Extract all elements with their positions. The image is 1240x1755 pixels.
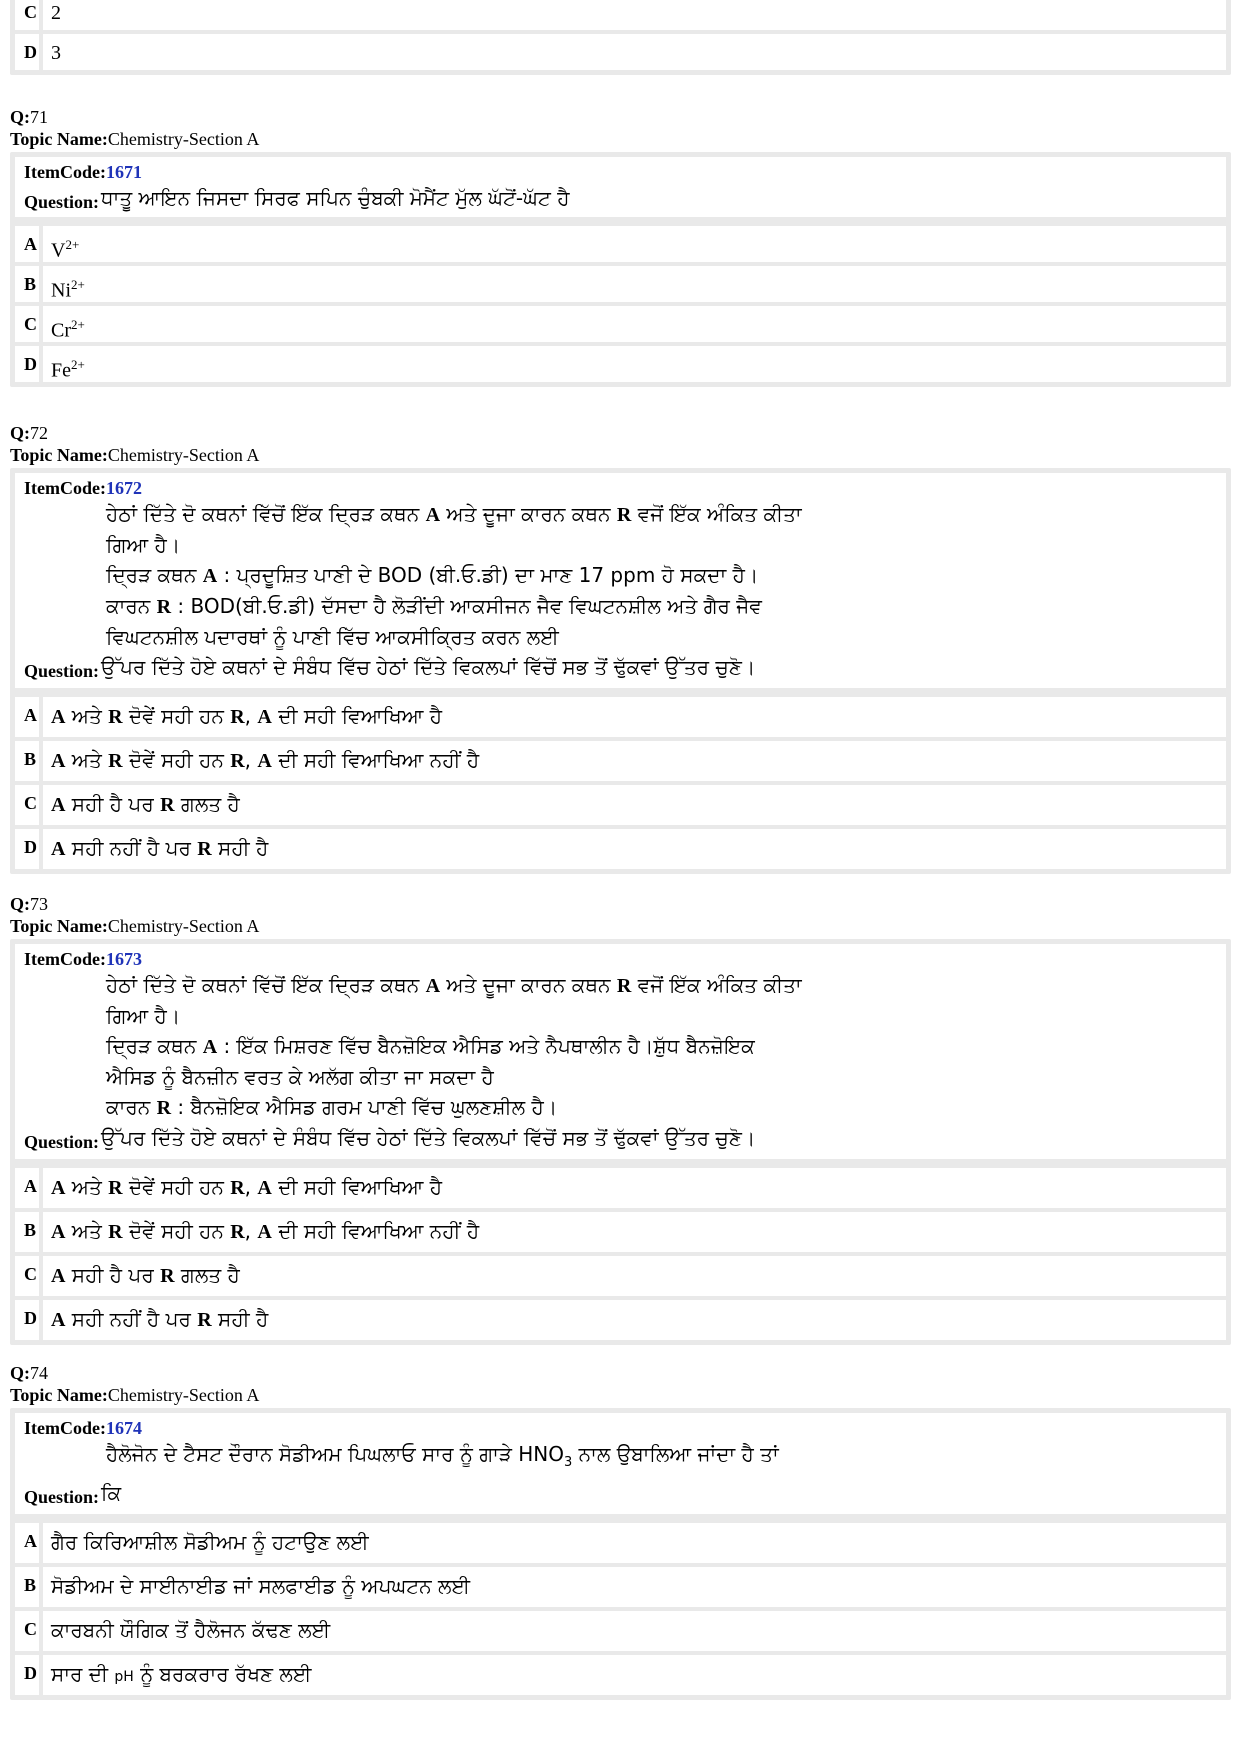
option-row[interactable] xyxy=(15,1563,1226,1607)
item-code: ItemCode:1672 xyxy=(24,478,142,498)
option-text: A ਸਹੀ ਨਹੀਂ ਹੈ ਪਰ R ਸਹੀ ਹੈ xyxy=(51,836,269,860)
option-text: $Ni^{2+}$ xyxy=(51,277,85,302)
option-row[interactable] xyxy=(15,30,1226,70)
option-row[interactable] xyxy=(15,737,1226,781)
option-letter: D xyxy=(15,1655,43,1695)
topic-name: Topic Name:Chemistry-Section A xyxy=(10,1385,260,1405)
option-text: A ਸਹੀ ਨਹੀਂ ਹੈ ਪਰ R ਸਹੀ ਹੈ xyxy=(51,1307,269,1331)
option-letter: B xyxy=(15,741,43,781)
option-row[interactable] xyxy=(15,1164,1226,1208)
option-text: A ਅਤੇ R ਦੋਵੇਂ ਸਹੀ ਹਨ R, A ਦੀ ਸਹੀ ਵਿਆਖਿਆ ਹੈ xyxy=(51,704,443,728)
option-text: ਕਾਰਬਨੀ ਯੌਗਿਕ ਤੋਂ ਹੈਲੋਜਨ ਕੱਢਣ ਲਈ xyxy=(51,1618,331,1642)
option-letter: D xyxy=(15,829,43,869)
option-letter: D xyxy=(15,1300,43,1340)
option-row[interactable] xyxy=(15,1651,1226,1695)
option-text: A ਅਤੇ R ਦੋਵੇਂ ਸਹੀ ਹਨ R, A ਦੀ ਸਹੀ ਵਿਆਖਿਆ ਹੈ xyxy=(51,1175,443,1199)
question-number: Q:72 xyxy=(10,423,48,443)
option-letter: C xyxy=(15,1611,43,1651)
question-header: ItemCode:1673 ਹੇਠਾਂ ਦਿੱਤੇ ਦੋ ਕਥਨਾਂ ਵਿੱਚੋਂ ਇੱਕ ਦ੍ਰਿੜ ਕਥਨ A ਅਤੇ ਦੂਜਾ ਕਾਰਨ ਕਥਨ R ਵਜੋਂ ਇੱਕ ਅੰਕਿਤ ਕੀਤਾ ਗਿਆ ਹੈ। ਦ੍ਰਿੜ ਕਥਨ A : ਇੱਕ ਮਿਸ਼ਰਣ ਵਿੱਚ ਬੈਨਜ਼ੋਇਕ ਐਸਿਡ ਅਤੇ ਨੈਪਥਾਲੀਨ ਹੈ।ਸ਼ੁੱਧ ਬੈਨਜ਼ੋਇਕ ਐਸਿਡ ਨੂੰ ਬੈਨਜ਼ੀਨ ਵਰਤ ਕੇ ਅਲੱਗ ਕੀਤਾ ਜਾ ਸਕਦਾ ਹੈ ਕਾਰਨ R : ਬੈਨਜ਼ੋਇਕ ਐਸਿਡ ਗਰਮ ਪਾਣੀ ਵਿੱਚ ਘੁਲਣਸ਼ੀਲ ਹੈ। Question: ਉੱਪਰ ਦਿੱਤੇ ਹੋਏ ਕਥਨਾਂ ਦੇ ਸੰਬੰਧ ਵਿੱਚ ਹੇਠਾਂ ਦਿੱਤੇ ਵਿਕਲਪਾਂ ਵਿੱਚੋਂ ਸਭ ਤੋਂ ਢੁੱਕਵਾਂ ਉੱਤਰ ਚੁਣੋ। xyxy=(15,944,1226,1164)
topic-name: Topic Name:Chemistry-Section A xyxy=(10,445,260,465)
prev-question-options xyxy=(10,0,1231,75)
option-text: $Cr^{2+}$ xyxy=(51,317,85,342)
option-row[interactable] xyxy=(15,1296,1226,1340)
option-text: 2 xyxy=(51,2,61,24)
option-text: 3 xyxy=(51,42,61,64)
option-letter: B xyxy=(15,1212,43,1252)
option-text: A ਅਤੇ R ਦੋਵੇਂ ਸਹੀ ਹਨ R, A ਦੀ ਸਹੀ ਵਿਆਖਿਆ ਨਹੀਂ ਹੈ xyxy=(51,748,480,772)
option-letter: C xyxy=(15,0,43,30)
item-code: ItemCode:1674 xyxy=(24,1418,142,1438)
option-row[interactable] xyxy=(15,781,1226,825)
option-text: ਸੋਡੀਅਮ ਦੇ ਸਾਈਨਾਈਡ ਜਾਂ ਸਲਫਾਈਡ ਨੂੰ ਅਪਘਟਨ ਲਈ xyxy=(51,1574,471,1598)
option-row[interactable] xyxy=(15,342,1226,382)
question-number: Q:74 xyxy=(10,1363,48,1383)
option-row[interactable] xyxy=(15,222,1226,262)
question-text: ਹੇਠਾਂ ਦਿੱਤੇ ਦੋ ਕਥਨਾਂ ਵਿੱਚੋਂ ਇੱਕ ਦ੍ਰਿੜ ਕਥਨ A ਅਤੇ ਦੂਜਾ ਕਾਰਨ ਕਥਨ R ਵਜੋਂ ਇੱਕ ਅੰਕਿਤ ਕੀਤਾ ਗਿਆ ਹੈ। ਦ੍ਰਿੜ ਕਥਨ A : ਇੱਕ ਮਿਸ਼ਰਣ ਵਿੱਚ ਬੈਨਜ਼ੋਇਕ ਐਸਿਡ ਅਤੇ ਨੈਪਥਾਲੀਨ ਹੈ।ਸ਼ੁੱਧ ਬੈਨਜ਼ੋਇਕ ਐਸਿਡ ਨੂੰ ਬੈਨਜ਼ੀਨ ਵਰਤ ਕੇ ਅਲੱਗ ਕੀਤਾ ਜਾ ਸਕਦਾ ਹੈ ਕਾਰਨ R : ਬੈਨਜ਼ੋਇਕ ਐਸਿਡ ਗਰਮ ਪਾਣੀ ਵਿੱਚ ਘੁਲਣਸ਼ੀਲ ਹੈ। xyxy=(106,973,802,1119)
option-row[interactable] xyxy=(15,1607,1226,1651)
option-row[interactable] xyxy=(15,302,1226,342)
question-header: ItemCode:1674 ਹੈਲੋਜੋਨ ਦੇ ਟੈਸਟ ਦੌਰਾਨ ਸੋਡੀਅਮ ਪਿਘਲਾਓ ਸਾਰ ਨੂੰ ਗਾੜੇ $HNO_3$ ਨਾਲ ਉਬਾਲਿਆ ਜਾਂਦਾ ਹੈ ਤਾਂ Question: ਕਿ xyxy=(15,1413,1226,1519)
question-header: ItemCode:1672 ਹੇਠਾਂ ਦਿੱਤੇ ਦੋ ਕਥਨਾਂ ਵਿੱਚੋਂ ਇੱਕ ਦ੍ਰਿੜ ਕਥਨ A ਅਤੇ ਦੂਜਾ ਕਾਰਨ ਕਥਨ R ਵਜੋਂ ਇੱਕ ਅੰਕਿਤ ਕੀਤਾ ਗਿਆ ਹੈ। ਦ੍ਰਿੜ ਕਥਨ A : ਪ੍ਰਦੂਸ਼ਿਤ ਪਾਣੀ ਦੇ BOD (ਬੀ.ਓ.ਡੀ) ਦਾ ਮਾਣ 17 ppm ਹੋ ਸਕਦਾ ਹੈ। ਕਾਰਨ R : BOD(ਬੀ.ਓ.ਡੀ) ਦੱਸਦਾ ਹੈ ਲੋੜੀਂਦੀ ਆਕਸੀਜਨ ਜੈਵ ਵਿਘਟਨਸ਼ੀਲ ਅਤੇ ਗੈਰ ਜੈਵ ਵਿਘਟਨਸ਼ੀਲ ਪਦਾਰਥਾਂ ਨੂੰ ਪਾਣੀ ਵਿੱਚ ਆਕਸੀਕ੍ਰਿਤ ਕਰਨ ਲਈ Question: ਉੱਪਰ ਦਿੱਤੇ ਹੋਏ ਕਥਨਾਂ ਦੇ ਸੰਬੰਧ ਵਿੱਚ ਹੇਠਾਂ ਦਿੱਤੇ ਵਿਕਲਪਾਂ ਵਿੱਚੋਂ ਸਭ ਤੋਂ ਢੁੱਕਵਾਂ ਉੱਤਰ ਚੁਣੋ। xyxy=(15,473,1226,693)
question-block xyxy=(10,1362,1231,1700)
item-code: ItemCode:1673 xyxy=(24,949,142,969)
option-letter: D xyxy=(15,346,43,382)
question-number: Q:71 xyxy=(10,107,48,127)
option-letter: A xyxy=(15,1168,43,1208)
option-text: A ਸਹੀ ਹੈ ਪਰ R ਗਲਤ ਹੈ xyxy=(51,1263,240,1287)
option-row[interactable] xyxy=(15,1208,1226,1252)
option-letter: B xyxy=(15,1567,43,1607)
option-row[interactable] xyxy=(15,825,1226,869)
option-text: ਸਾਰ ਦੀ pH ਨੂੰ ਬਰਕਰਾਰ ਰੱਖਣ ਲਈ xyxy=(51,1662,312,1686)
option-text: $V^{2+}$ xyxy=(51,237,80,262)
option-row[interactable] xyxy=(15,1252,1226,1296)
question-block xyxy=(10,893,1231,1345)
option-letter: A xyxy=(15,1523,43,1563)
option-row[interactable] xyxy=(15,1519,1226,1563)
option-row[interactable] xyxy=(15,262,1226,302)
option-letter: B xyxy=(15,266,43,302)
option-letter: A xyxy=(15,226,43,262)
option-row[interactable] xyxy=(15,693,1226,737)
option-letter: D xyxy=(15,34,43,70)
option-text: ਗੈਰ ਕਿਰਿਆਸ਼ੀਲ ਸੋਡੀਅਮ ਨੂੰ ਹਟਾਉਣ ਲਈ xyxy=(51,1530,369,1554)
option-text: A ਅਤੇ R ਦੋਵੇਂ ਸਹੀ ਹਨ R, A ਦੀ ਸਹੀ ਵਿਆਖਿਆ ਨਹੀਂ ਹੈ xyxy=(51,1219,480,1243)
option-letter: A xyxy=(15,697,43,737)
question-text: ਧਾਤੂ ਆਇਨ ਜਿਸਦਾ ਸਿਰਫ ਸਪਿਨ ਚੁੰਬਕੀ ਮੋਮੈਂਟ ਮੁੱਲ ਘੱਟੋਂ-ਘੱਟ ਹੈ xyxy=(101,186,570,210)
item-code: ItemCode:1671 xyxy=(24,162,142,182)
option-text: $Fe^{2+}$ xyxy=(51,357,85,382)
question-block xyxy=(10,422,1231,874)
question-text: ਹੈਲੋਜੋਨ ਦੇ ਟੈਸਟ ਦੌਰਾਨ ਸੋਡੀਅਮ ਪਿਘਲਾਓ ਸਾਰ ਨੂੰ ਗਾੜੇ $HNO_3$ ਨਾਲ ਉਬਾਲਿਆ ਜਾਂਦਾ ਹੈ ਤਾਂ xyxy=(106,1442,779,1470)
option-text: A ਸਹੀ ਹੈ ਪਰ R ਗਲਤ ਹੈ xyxy=(51,792,240,816)
option-letter: C xyxy=(15,785,43,825)
question-header: ItemCode:1671 Question: ਧਾਤੂ ਆਇਨ ਜਿਸਦਾ ਸਿਰਫ ਸਪਿਨ ਚੁੰਬਕੀ ਮੋਮੈਂਟ ਮੁੱਲ ਘੱਟੋਂ-ਘੱਟ ਹੈ xyxy=(15,157,1226,222)
question-block xyxy=(10,106,1231,387)
topic-name: Topic Name:Chemistry-Section A xyxy=(10,916,260,936)
question-number: Q:73 xyxy=(10,894,48,914)
option-letter: C xyxy=(15,1256,43,1296)
topic-name: Topic Name:Chemistry-Section A xyxy=(10,129,260,149)
question-text: ਹੇਠਾਂ ਦਿੱਤੇ ਦੋ ਕਥਨਾਂ ਵਿੱਚੋਂ ਇੱਕ ਦ੍ਰਿੜ ਕਥਨ A ਅਤੇ ਦੂਜਾ ਕਾਰਨ ਕਥਨ R ਵਜੋਂ ਇੱਕ ਅੰਕਿਤ ਕੀਤਾ ਗਿਆ ਹੈ। ਦ੍ਰਿੜ ਕਥਨ A : ਪ੍ਰਦੂਸ਼ਿਤ ਪਾਣੀ ਦੇ BOD (ਬੀ.ਓ.ਡੀ) ਦਾ ਮਾਣ 17 ppm ਹੋ ਸਕਦਾ ਹੈ। ਕਾਰਨ R : BOD(ਬੀ.ਓ.ਡੀ) ਦੱਸਦਾ ਹੈ ਲੋੜੀਂਦੀ ਆਕਸੀਜਨ ਜੈਵ ਵਿਘਟਨਸ਼ੀਲ ਅਤੇ ਗੈਰ ਜੈਵ ਵਿਘਟਨਸ਼ੀਲ ਪਦਾਰਥਾਂ ਨੂੰ ਪਾਣੀ ਵਿੱਚ ਆਕਸੀਕ੍ਰਿਤ ਕਰਨ ਲਈ xyxy=(106,502,802,649)
option-letter: C xyxy=(15,306,43,342)
option-row[interactable] xyxy=(15,0,1226,30)
